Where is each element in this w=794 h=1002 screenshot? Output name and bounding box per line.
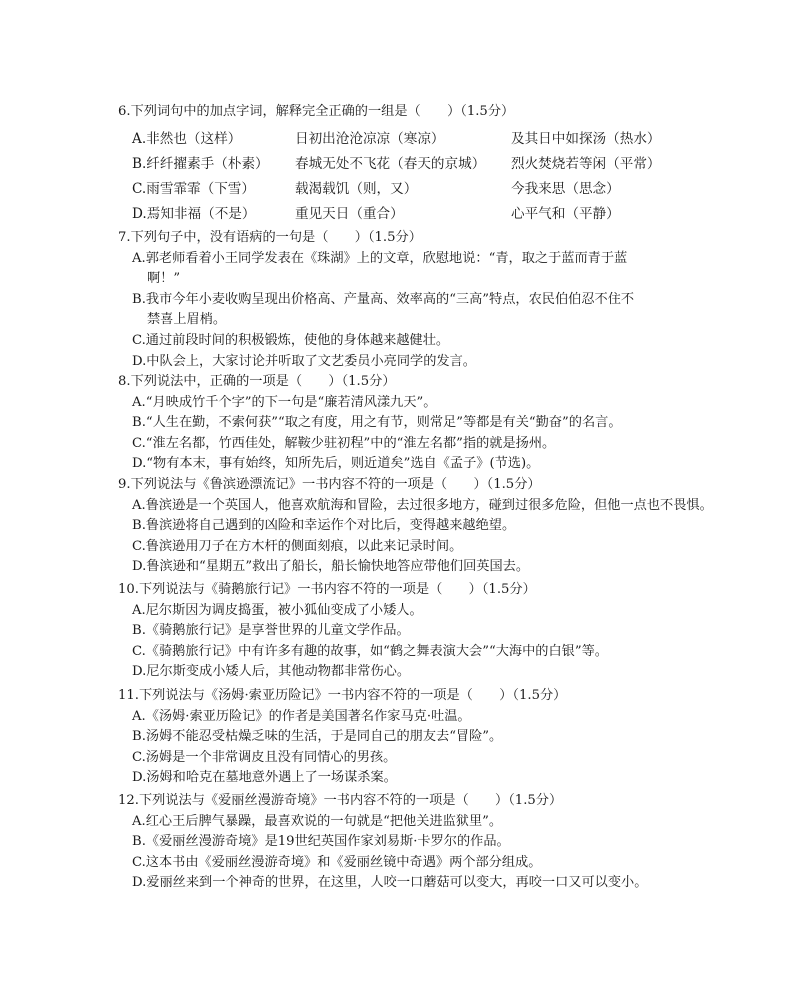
question-12-option-a: A.红心王后脾气暴躁，最喜欢说的一句就是“把他关进监狱里”。 [132, 813, 503, 829]
question-7 [118, 228, 678, 372]
question-10-option-b: B.《骑鹅旅行记》是享誉世界的儿童文学作品。 [132, 623, 410, 639]
question-7-option-b-cont: 禁喜上眉梢。 [147, 312, 227, 328]
question-7-option-a-cont: 啊！” [147, 271, 181, 287]
question-7-option-a: A.郭老师看着小王同学发表在《珠湖》上的文章，欣慰地说：“青，取之于蓝而青于蓝 [132, 250, 628, 266]
question-6-option-b [118, 152, 678, 177]
question-12-title: 12.下列说法与《爱丽丝漫游奇境》一书内容不符的一项是（ ）（1.5分） [118, 793, 563, 808]
question-9-option-b: B.鲁滨逊将自己遇到的凶险和幸运作个对比后，变得越来越绝望。 [132, 518, 516, 534]
option-col-3: 及其日中如探汤（热水） [511, 130, 661, 147]
question-7-option-c: C.通过前段时间的积极锻炼，使他的身体越来越健壮。 [132, 332, 450, 348]
question-7-option-d: D.中队会上，大家讨论并听取了文艺委员小亮同学的发言。 [132, 353, 476, 369]
question-6-option-a [118, 127, 678, 152]
question-9-option-c: C.鲁滨逊用刀子在方木杆的侧面刻痕，以此来记录时间。 [132, 538, 463, 554]
option-col-3: 烈火焚烧若等闲（平常） [511, 155, 661, 172]
question-9-title: 9.下列说法与《鲁滨逊漂流记》一书内容不符的一项是（ ）（1.5分） [118, 477, 541, 492]
question-8 [118, 372, 678, 475]
question-6-title: 6.下列词句中的加点字词，解释完全正确的一组是（ ）（1.5分） [118, 104, 515, 119]
question-8-title: 8.下列说法中，正确的一项是（ ）（1.5分） [118, 374, 396, 389]
question-11-option-c: C.汤姆是一个非常调皮且没有同情心的男孩。 [132, 749, 397, 765]
option-col-2: 春城无处不飞花（春天的京城） [295, 155, 486, 172]
question-11-title: 11.下列说法与《汤姆·索亚历险记》一书内容不符的一项是（ ）（1.5分） [118, 688, 567, 703]
question-11-option-a: A.《汤姆·索亚历险记》的作者是美国著名作家马克·吐温。 [132, 708, 471, 724]
question-9 [118, 475, 713, 578]
option-col-1: D.焉知非福（不是） [132, 206, 256, 223]
question-7-option-b: B.我市今年小麦收购呈现出价格高、产量高、效率高的“三高”特点，农民伯伯忍不住不 [132, 291, 635, 307]
question-8-option-a: A.“月映成竹千个字”的下一句是“廉若清风漾九天”。 [132, 394, 437, 410]
option-col-1: C.雨雪霏霏（下雪） [132, 180, 255, 197]
question-6 [118, 102, 678, 227]
question-6-option-d [118, 202, 678, 227]
question-11 [118, 686, 678, 789]
question-12-option-d: D.爱丽丝来到一个神奇的世界，在这里，人咬一口蘑菇可以变大，再咬一口又可以变小。 [132, 875, 648, 891]
question-8-option-c: C.“淮左名都，竹西佳处，解鞍少驻初程”中的“淮左名都”指的就是扬州。 [132, 435, 556, 451]
option-col-3: 心平气和（平静） [511, 206, 620, 223]
question-8-option-d: D.“物有本末，事有始终，知所先后，则近道矣”选自《孟子》(节选)。 [132, 456, 540, 472]
question-10 [118, 580, 678, 683]
question-10-option-d: D.尼尔斯变成小矮人后，其他动物都非常伤心。 [132, 664, 411, 680]
question-7-title: 7.下列句子中，没有语病的一句是（ ）（1.5分） [118, 230, 422, 245]
question-10-option-c: C.《骑鹅旅行记》中有许多有趣的故事，如“鹤之舞表演大会”“大海中的白银”等。 [132, 643, 608, 659]
question-8-option-b: B.“人生在勤，不索何获”“取之有度，用之有节，则常足”等都是有关“勤奋”的名言。 [132, 415, 622, 431]
question-12 [118, 791, 678, 894]
question-9-option-a: A.鲁滨逊是一个英国人，他喜欢航海和冒险，去过很多地方，碰到过很多危险，但他一点也不畏惧。 [132, 497, 713, 513]
question-12-option-b: B.《爱丽丝漫游奇境》是19世纪英国作家刘易斯·卡罗尔的作品。 [132, 834, 510, 850]
option-col-3: 今我来思（思念） [511, 180, 620, 197]
option-col-2: 载渴载饥（则，又） [295, 180, 418, 197]
option-col-2: 日初出沧沧凉凉（寒凉） [295, 130, 445, 147]
question-12-option-c: C.这本书由《爱丽丝漫游奇境》和《爱丽丝镜中奇遇》两个部分组成。 [132, 854, 542, 870]
question-11-option-d: D.汤姆和哈克在墓地意外遇上了一场谋杀案。 [132, 770, 397, 786]
question-6-option-c [118, 177, 678, 202]
question-10-title: 10.下列说法与《骑鹅旅行记》一书内容不符的一项是（ ）（1.5分） [118, 582, 536, 597]
option-col-1: A.非然也（这样） [132, 130, 242, 147]
option-col-1: B.纤纤擢素手（朴素） [132, 155, 269, 172]
question-11-option-b: B.汤姆不能忍受枯燥乏味的生活，于是同自己的朋友去“冒险”。 [132, 729, 503, 745]
question-9-option-d: D.鲁滨逊和“星期五”救出了船长，船长愉快地答应带他们回英国去。 [132, 559, 530, 575]
question-10-option-a: A.尼尔斯因为调皮捣蛋，被小狐仙变成了小矮人。 [132, 602, 423, 618]
option-col-2: 重见天日（重合） [295, 206, 404, 223]
